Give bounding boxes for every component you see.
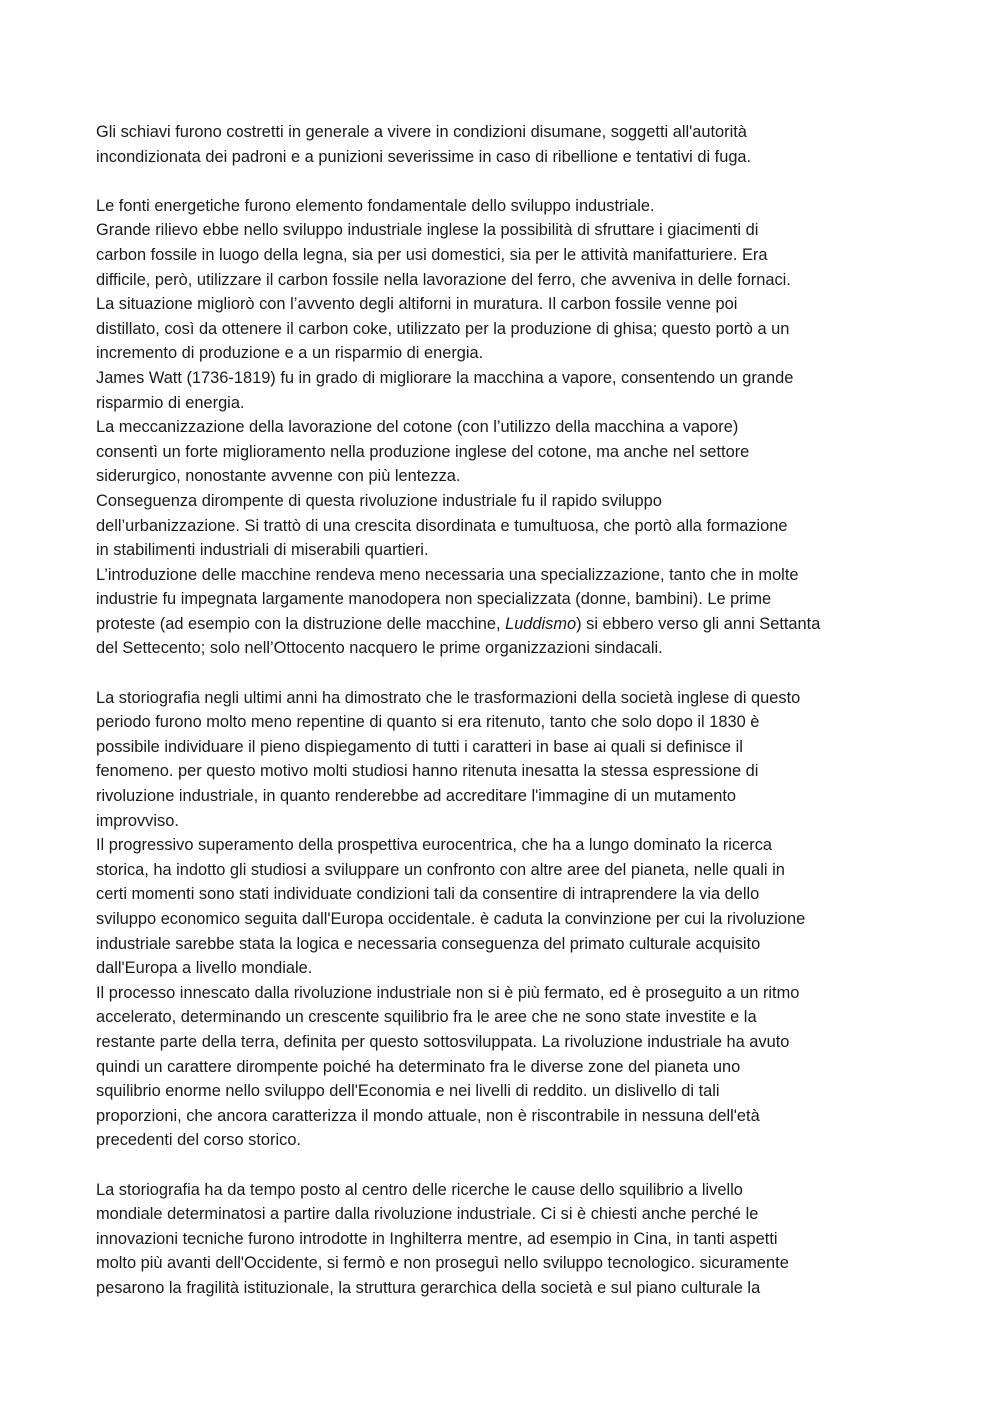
text-line: improvviso. xyxy=(96,811,179,830)
text-line: rivoluzione industriale, in quanto renderebbe ad accreditare l'immagine di un mutamento xyxy=(96,787,737,806)
text-line: sviluppo economico seguita dall'Europa occidentale. è caduta la convinzione per cui la rivoluzione xyxy=(96,910,806,928)
text-line: risparmio di energia. xyxy=(96,393,245,412)
text-line: del Settecento; solo nell’Ottocento nacquero le prime organizzazioni sindacali. xyxy=(96,639,663,658)
document-body xyxy=(96,120,926,1301)
text-line: industriale sarebbe stata la logica e necessaria conseguenza del primato culturale acquisito xyxy=(96,934,761,953)
text-line: carbon fossile in luogo della legna, sia per usi domestici, sia per le attività manifatturiere. Era xyxy=(96,245,768,264)
text-line: Grande rilievo ebbe nello sviluppo industriale inglese la possibilità di sfruttare i giacimenti di xyxy=(96,221,759,240)
text-line: Il progressivo superamento della prospettiva eurocentrica, che ha a lungo dominato la ricerca xyxy=(96,836,773,855)
text-line: pesarono la fragilità istituzionale, la struttura gerarchica della società e sul piano culturale la xyxy=(96,1278,761,1297)
text-line: James Watt (1736-1819) fu in grado di migliorare la macchina a vapore, consentendo un grande xyxy=(96,368,794,387)
text-line: accelerato, determinando un crescente squilibrio fra le aree che ne sono state investite e la xyxy=(96,1008,757,1027)
text-line: La meccanizzazione della lavorazione del cotone (con l’utilizzo della macchina a vapore) xyxy=(96,418,739,437)
text-line: La storiografia negli ultimi anni ha dimostrato che le trasformazioni della società inglese di questo xyxy=(96,688,801,707)
text-line: fenomeno. per questo motivo molti studiosi hanno ritenuta inesatta la stessa espressione di xyxy=(96,762,759,781)
text-line: certi momenti sono stati individuate condizioni tali da consentire di intraprendere la via dello xyxy=(96,885,760,904)
text-fragment: ) si ebbero verso gli anni Settanta xyxy=(576,614,821,633)
text-line: incondizionata dei padroni e a punizioni severissime in caso di ribellione e tentativi di fuga. xyxy=(96,147,752,166)
text-line: difficile, però, utilizzare il carbon fossile nella lavorazione del ferro, che avveniva in delle fornaci. xyxy=(96,270,791,289)
paragraph-spacer xyxy=(96,169,926,194)
text-line: Le fonti energetiche furono elemento fondamentale dello sviluppo industriale. xyxy=(96,196,655,215)
text-fragment: proteste (ad esempio con la distruzione delle macchine, xyxy=(96,614,506,633)
text-line xyxy=(96,612,926,637)
italic-term: Luddismo xyxy=(505,614,577,633)
text-line: siderurgico, nonostante avvenne con più lentezza. xyxy=(96,467,461,486)
text-line: La storiografia ha da tempo posto al centro delle ricerche le cause dello squilibrio a livello xyxy=(96,1180,743,1199)
text-line: distillato, così da ottenere il carbon coke, utilizzato per la produzione di ghisa; questo portò a un xyxy=(96,319,790,338)
text-line: molto più avanti dell'Occidente, si fermò e non proseguì nello sviluppo tecnologico. sicuramente xyxy=(96,1254,789,1273)
text-line: Gli schiavi furono costretti in generale a vivere in condizioni disumane, soggetti all'autorità xyxy=(96,123,747,141)
text-line: quindi un carattere dirompente poiché ha determinato fra le diverse zone del pianeta uno xyxy=(96,1057,741,1076)
text-line: restante parte della terra, definita per questo sottosviluppata. La rivoluzione industriale ha avuto xyxy=(96,1032,790,1051)
text-line: storica, ha indotto gli studiosi a sviluppare un confronto con altre aree del pianeta, nelle quali in xyxy=(96,860,785,879)
text-line: Conseguenza dirompente di questa rivoluzione industriale fu il rapido sviluppo xyxy=(96,491,662,510)
text-line: dall'Europa a livello mondiale. xyxy=(96,959,313,978)
text-line: La situazione migliorò con l’avvento degli altiforni in muratura. Il carbon fossile venne poi xyxy=(96,295,738,314)
text-line: periodo furono molto meno repentine di quanto si era ritenuto, tanto che solo dopo il 1830 è xyxy=(96,713,760,732)
paragraph-spacer xyxy=(96,661,926,686)
text-line: dell’urbanizzazione. Si trattò di una crescita disordinata e tumultuosa, che portò alla formazione xyxy=(96,516,788,535)
text-line: mondiale determinatosi a partire dalla rivoluzione industriale. Ci si è chiesti anche perché le xyxy=(96,1205,759,1224)
text-line: possibile individuare il pieno dispiegamento di tutti i caratteri in base ai quali si definisce il xyxy=(96,737,743,756)
text-line: proporzioni, che ancora caratterizza il mondo attuale, non è riscontrabile in nessuna dell'età xyxy=(96,1106,760,1125)
text-line: innovazioni tecniche furono introdotte in Inghilterra mentre, ad esempio in Cina, in tanti aspetti xyxy=(96,1229,778,1248)
text-line: precedenti del corso storico. xyxy=(96,1131,301,1150)
text-line: Il processo innescato dalla rivoluzione industriale non si è più fermato, ed è proseguito a un ritmo xyxy=(96,983,800,1002)
text-line: L’introduzione delle macchine rendeva meno necessaria una specializzazione, tanto che in molte xyxy=(96,565,799,584)
text-line: industrie fu impegnata largamente manodopera non specializzata (donne, bambini). Le prime xyxy=(96,590,772,609)
text-line: incremento di produzione e a un risparmio di energia. xyxy=(96,344,484,363)
text-line: in stabilimenti industriali di miserabili quartieri. xyxy=(96,541,429,560)
text-line: consentì un forte miglioramento nella produzione inglese del cotone, ma anche nel settore xyxy=(96,442,750,461)
text-line: squilibrio enorme nello sviluppo dell'Economia e nei livelli di reddito. un dislivello di tali xyxy=(96,1082,720,1101)
paragraph-spacer xyxy=(96,1153,926,1178)
